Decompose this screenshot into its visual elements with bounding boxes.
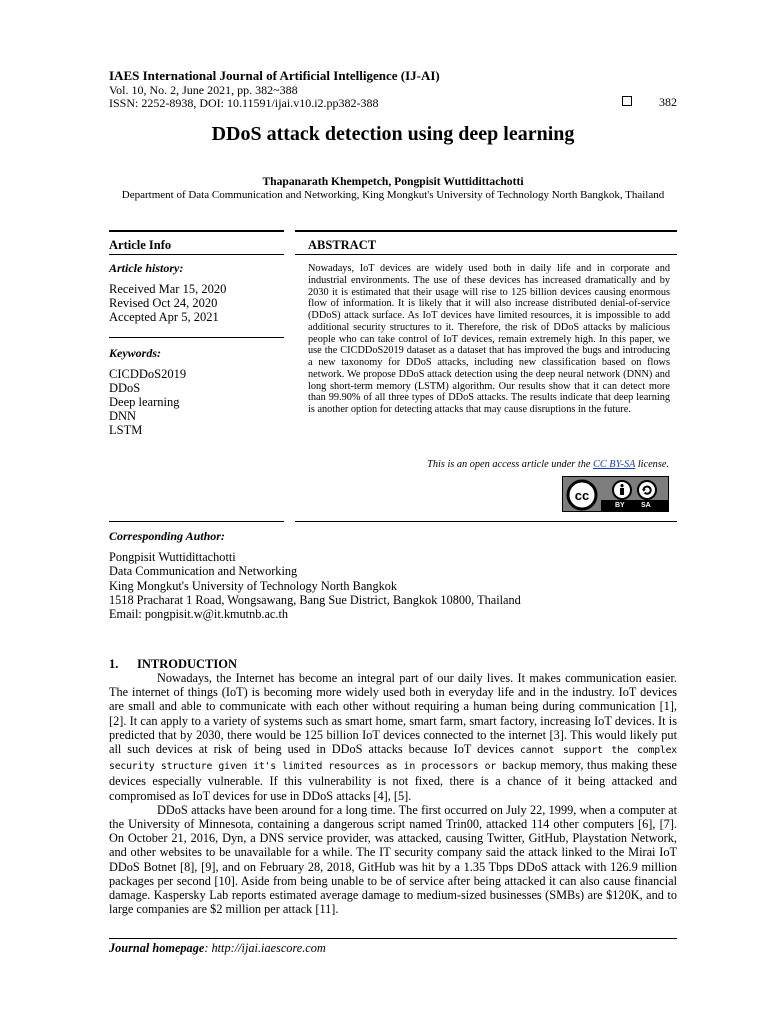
journal-homepage-url[interactable]: : http://ijai.iaescore.com bbox=[204, 941, 326, 955]
article-info-bottom-rule bbox=[109, 521, 284, 522]
keywords-divider bbox=[109, 337, 284, 338]
paper-title: DDoS attack detection using deep learning bbox=[211, 123, 575, 145]
introduction-paragraph-2: DDoS attacks have been around for a long time. The first occurred on July 22, 1999, when a computer at the University of Minnesota, containing a dangerous script named Trin00, attacked 114 other computers [6], [7]. On October 21, 2016, Dyn, a DNS service provider, was attacked, causing Twitter, GitHub, Playstation Network, and other websites to be unavailable for a while. The IT security company said the attack linked to the Mirai IoT DDoS Botnet [8], [9], and on February 28, 2018, GitHub was hit by a 1.35 Tbps DDoS attack with 126.9 million packages per second [10]. Aside from being unable to be of service after being attacked it can also cause financial damage. Kaspersky Lab reports estimated average damage to medium-sized businesses (SMBs) are $120K, and to large companies are $2 million per attack [11]. bbox=[109, 802, 677, 917]
journal-volume: Vol. 10, No. 2, June 2021, pp. 382~388 bbox=[109, 83, 298, 97]
section-title: INTRODUCTION bbox=[137, 657, 238, 671]
paragraph-text-mono: cannot support the complex security structure given it's limited resources as in processors or backup bbox=[109, 745, 677, 773]
corresponding-author-details bbox=[109, 550, 521, 621]
paragraph-text: Nowadays, the Internet has become an integral part of our daily lives. It makes communication easier. The internet of things (IoT) is becoming more widely used both in everyday life and in the industry. IoT devices are small and able to communicate with each other without requiring a human being during communication [1], [2]. It can apply to a variety of systems such as smart home, smart farm, smart factory, increasing IoT devices. It is predicted that by 2030, there would be 125 billion IoT devices connected to the internet [3]. This would likely put all such devices at risk of being used in DDoS attacks because IoT devices bbox=[109, 671, 677, 757]
square-bullet-icon bbox=[622, 96, 632, 106]
article-info-top-rule bbox=[109, 230, 284, 232]
author-list: Thapanarath Khempetch, Pongpisit Wuttidittachotti bbox=[262, 175, 524, 188]
cc-by-sa-link[interactable]: CC BY-SA bbox=[593, 459, 636, 470]
keyword-item: Deep learning bbox=[109, 395, 180, 409]
corresponding-author-department: Data Communication and Networking bbox=[109, 564, 298, 579]
journal-issn-doi: ISSN: 2252-8938, DOI: 10.11591/ijai.v10.i2.pp382-388 bbox=[109, 96, 379, 110]
journal-homepage-label: Journal homepage bbox=[109, 941, 205, 955]
introduction-paragraph-1 bbox=[109, 671, 677, 803]
corresponding-author-university: King Mongkut's University of Technology North Bangkok bbox=[109, 578, 398, 593]
badge-sa-label: SA bbox=[641, 502, 651, 509]
paragraph-text: memory, thus making these devices especially vulnerable. If this vulnerability is not fixed, there is a chance of it being attacked and compromised as IoT devices for use in DDoS attacks [4], [5]. bbox=[109, 758, 678, 803]
keyword-item: LSTM bbox=[109, 423, 143, 437]
keyword-item: CICDDoS2019 bbox=[109, 367, 187, 381]
accepted-date: Accepted Apr 5, 2021 bbox=[109, 310, 219, 324]
corresponding-author-name: Pongpisit Wuttidittachotti bbox=[109, 550, 236, 564]
license-prefix: This is an open access article under the bbox=[427, 459, 593, 470]
keywords-heading: Keywords: bbox=[109, 346, 161, 360]
article-info-heading: Article Info bbox=[109, 238, 172, 252]
article-info-divider bbox=[109, 254, 284, 255]
page-number: 382 bbox=[659, 95, 677, 109]
abstract-top-rule bbox=[295, 230, 677, 232]
abstract-divider bbox=[295, 254, 677, 255]
corresponding-author-address: 1518 Pracharat 1 Road, Wongsawang, Bang Sue District, Bangkok 10800, Thailand bbox=[109, 592, 521, 607]
journal-homepage bbox=[109, 941, 326, 956]
abstract-bottom-rule bbox=[295, 521, 677, 522]
article-history-heading: Article history: bbox=[109, 261, 184, 275]
cc-by-sa-badge[interactable] bbox=[562, 476, 669, 512]
journal-name: IAES International Journal of Artificial Intelligence (IJ-AI) bbox=[109, 68, 440, 83]
badge-by-label: BY bbox=[615, 502, 625, 509]
license-suffix: license. bbox=[635, 459, 669, 470]
abstract-text: Nowadays, IoT devices are widely used both in daily life and in corporate and industrial environments. The use of these devices has increased dramatically and by 2030 it is estimated that their usage will rise to 125 billion devices causing enormous flow of information. It is likely that it will also increase distributed denial-of-service (DDoS) attack surface. As IoT devices have limited resources, it is impossible to add additional security structures to it. Therefore, the risk of DDoS attacks by malicious people who can take control of IoT devices, remain extremely high. In this paper, we use the CICDDoS2019 dataset as a dataset that has improved the bugs and introducing a new taxonomy for DDoS attacks, including new classification based on flows network. We propose DDoS attack detection using the deep neural network (DNN) and long short-term memory (LSTM) algorithm. Our results show that it can detect more than 99.90% of all three types of DDoS attacks. The results indicate that deep learning is another option for detecting attacks that may cause disruptions in the future. bbox=[308, 263, 670, 415]
keyword-item: DNN bbox=[109, 409, 137, 423]
author-affiliation: Department of Data Communication and Networking, King Mongkut's University of Technology North Bangkok, Thailand bbox=[121, 189, 665, 201]
introduction-heading bbox=[109, 657, 237, 672]
corresponding-author-heading: Corresponding Author: bbox=[109, 529, 225, 543]
svg-text:cc: cc bbox=[574, 488, 590, 503]
introduction-body bbox=[109, 671, 677, 916]
received-date: Received Mar 15, 2020 bbox=[109, 282, 227, 296]
corresponding-author-email: Email: pongpisit.w@it.kmutnb.ac.th bbox=[109, 607, 289, 622]
keyword-item: DDoS bbox=[109, 381, 141, 395]
footer-rule bbox=[109, 938, 677, 939]
abstract-heading: ABSTRACT bbox=[308, 238, 377, 252]
section-number: 1. bbox=[109, 657, 119, 671]
revised-date: Revised Oct 24, 2020 bbox=[109, 296, 218, 310]
license-note bbox=[427, 459, 669, 470]
